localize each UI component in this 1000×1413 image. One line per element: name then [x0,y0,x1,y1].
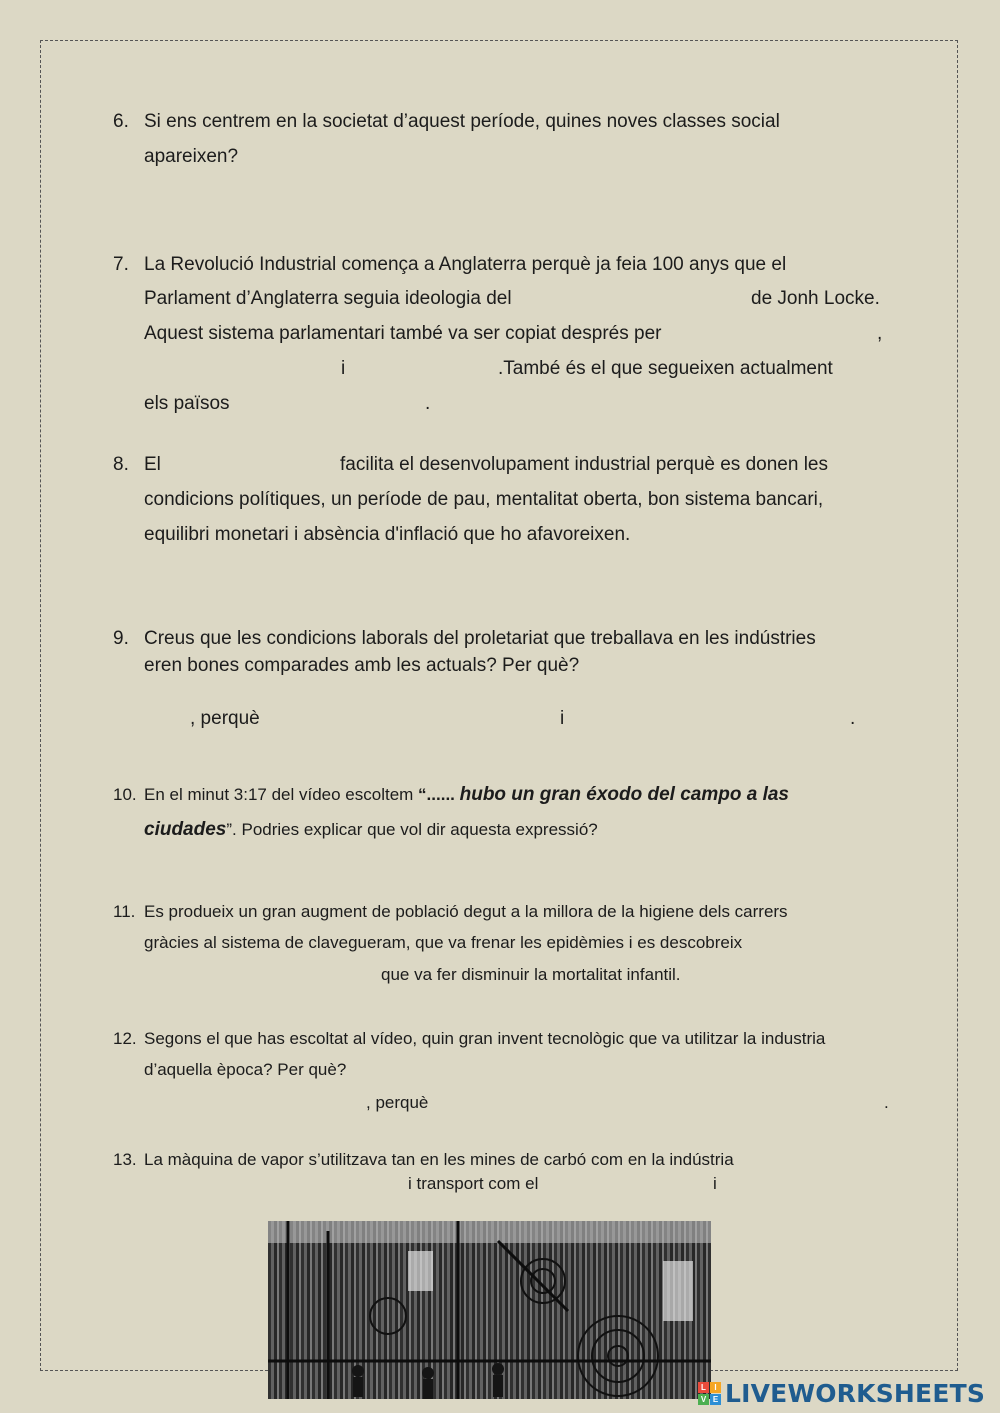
q9-ans-c: . [850,708,856,729]
q8-text-line1a: El [144,454,161,475]
q12-ans-a: , perquè [366,1093,429,1112]
q9-ans-a: , perquè [190,708,260,729]
q9-ans-b: i [560,708,565,729]
q6-answer-input[interactable] [144,178,884,204]
q9-reason1-input[interactable] [268,705,553,731]
q8-answer-input[interactable] [168,451,333,477]
q7-country1-input[interactable] [697,320,872,346]
q13-transport2-input[interactable] [724,1170,884,1196]
q13-industry-input[interactable] [144,1170,399,1196]
q7-country3-input[interactable] [354,355,494,381]
liveworksheets-logo [698,1378,985,1408]
q7-text-line2a: Parlament d’Anglaterra seguia ideologia del [144,288,512,309]
q11-number: 11. [113,902,136,921]
q13-number: 13. [113,1150,137,1169]
q13-transport-input[interactable] [555,1170,707,1196]
q7-text-line5b: . [425,393,431,414]
q7-countries-input[interactable] [240,390,422,416]
q12-text-line1: Segons el que has escoltat al vídeo, quin gran invent tecnològic que va utilitzar la industria [144,1029,826,1048]
q9-yesno-input[interactable] [144,705,186,731]
q10-text-line1: En el minut 3:17 del vídeo escoltem “...... hubo un gran éxodo del campo a las [144,784,789,805]
q11-answer-input[interactable] [144,960,374,986]
q8-text-line3: equilibri monetari i absència d'inflació que ho afavoreixen. [144,524,631,545]
liveworksheets-brand: LIVEWORKSHEETS [725,1378,986,1408]
q9-reason2-input[interactable] [574,705,846,731]
q6-text-line2: apareixen? [144,146,239,167]
liveworksheets-mark-icon: L I V E [698,1382,721,1405]
q8-number: 8. [113,454,129,475]
q9-text-line2: eren bones comparades amb les actuals? Per què? [144,655,580,676]
q7-text-line5a: els països [144,393,230,414]
q10-answer-input[interactable] [144,848,884,874]
q7-text-line3b: , [877,323,883,344]
q11-text-line3: que va fer disminuir la mortalitat infantil. [381,965,681,984]
q9-number: 9. [113,628,129,649]
q8-text-line1b: facilita el desenvolupament industrial perquè es donen les [340,454,828,475]
q10-number: 10. [113,785,137,804]
q12-text-line2: d’aquella època? Per què? [144,1060,347,1079]
q13-text-line2b: i [713,1174,717,1193]
q12-invention-input[interactable] [144,1088,362,1114]
q7-ideology-input[interactable] [540,285,745,311]
q7-text-line4a: i [341,358,346,379]
factory-illustration [268,1221,711,1399]
q7-text-line3a: Aquest sistema parlamentari també va ser copiat després per [144,323,662,344]
q7-country2-input[interactable] [144,355,336,381]
q13-text-line1: La màquina de vapor s’utilitzava tan en les mines de carbó com en la indústria [144,1150,734,1169]
q7-number: 7. [113,254,129,275]
q7-text-line1: La Revolució Industrial comença a Anglaterra perquè ja feia 100 anys que el [144,254,787,275]
q9-text-line1: Creus que les condicions laborals del proletariat que treballava en les indústries [144,628,816,649]
q12-reason-input[interactable] [440,1088,878,1114]
q11-text-line1: Es produeix un gran augment de població degut a la millora de la higiene dels carrers [144,902,788,921]
q6-text-line1: Si ens centrem en la societat d’aquest període, quines noves classes social [144,111,780,132]
q7-text-line2b: de Jonh Locke. [751,288,880,309]
q8-text-line2: condicions polítiques, un període de pau, mentalitat oberta, bon sistema bancari, [144,489,824,510]
q7-text-line4b: .També és el que segueixen actualment [498,358,833,379]
q12-number: 12. [113,1029,137,1048]
q10-text-line2: ciudades”. Podries explicar que vol dir aquesta expressió? [144,819,598,840]
q11-text-line2: gràcies al sistema de clavegueram, que va frenar les epidèmies i es descobreix [144,933,743,952]
q12-ans-b: . [884,1093,889,1112]
q6-number: 6. [113,111,129,132]
q13-text-line2a: i transport com el [408,1174,539,1193]
